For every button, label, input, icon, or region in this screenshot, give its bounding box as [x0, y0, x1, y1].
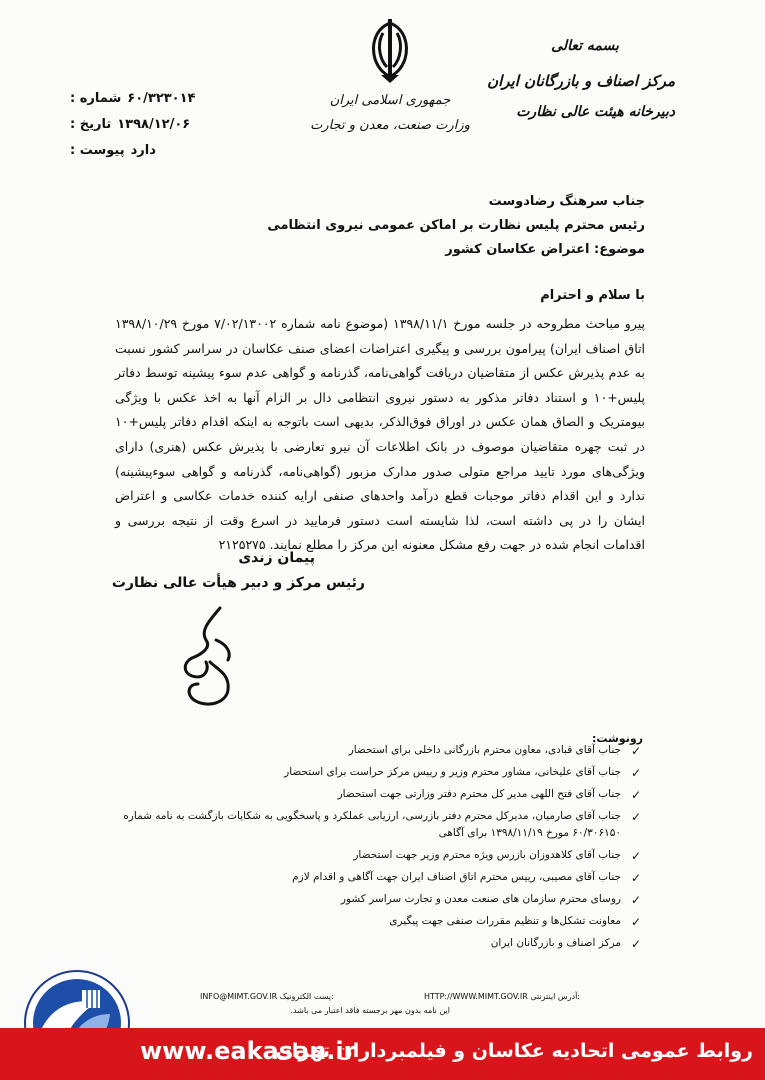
ministry-title: وزارت صنعت، معدن و تجارت [310, 118, 470, 133]
footer-note: این نامه بدون مهر برجسته فاقد اعتبار می باشد. [290, 1006, 450, 1015]
check-icon: ✓ [630, 937, 641, 951]
check-icon: ✓ [630, 810, 641, 824]
letter-subject: موضوع: اعتراض عکاسان کشور [445, 242, 645, 257]
letter-date-row [70, 112, 250, 138]
list-item: ✓ جناب آقای فتح اللهی مدیر کل محترم دفتر وزارتی جهت استحضار [337, 788, 641, 802]
issuer-department: دبیرخانه هیئت عالی نظارت [516, 104, 675, 120]
letter-number-label: شماره : [70, 91, 122, 106]
signer-name: پیمان زندی [238, 550, 315, 566]
letter-number-value: ۶۰/۳۲۳۰۱۴ [127, 91, 196, 106]
check-icon: ✓ [630, 893, 641, 907]
list-item: ✓ روسای محترم سازمان های صنعت معدن و تجارت سراسر کشور [340, 893, 641, 907]
check-icon: ✓ [630, 788, 641, 802]
check-icon: ✓ [630, 849, 641, 863]
issuer-name: مرکز اصناف و بازرگانان ایران [487, 72, 675, 90]
bottom-banner [0, 1028, 765, 1080]
signer-title: رئیس مرکز و دبیر هیأت عالی نظارت [111, 575, 365, 591]
bismillah-text: بسمه تعالی [551, 38, 619, 54]
check-icon: ✓ [630, 744, 641, 758]
list-item: ✓ معاونت تشکل‌ها و تنظیم مقررات صنفی جهت پیگیری [389, 915, 641, 929]
check-icon: ✓ [630, 915, 641, 929]
footer-site-label: آدرس اینترنتی: [530, 992, 580, 1001]
addressee-name: جناب سرهنگ رضادوست [488, 194, 645, 209]
cc-list [105, 742, 641, 957]
letter-body: پیرو مباحث مطروحه در جلسه مورخ ۱۳۹۸/۱۱/۱ (موضوع نامه شماره ۷/۰۲/۱۳۰۰۲ مورخ ۱۳۹۸/۱۰/۲۹ اتاق اصناف ایران) پیرامون بررسی و پیگیری اعتراضات اعضای صنف عکاسان در سراسر کشور نسبت به عدم پذیرش عکس از متقاضیان دریافت گواهی‌نامه، گذرنامه و گواهی عدم سوء پیشینه توسط دفاتر پلیس+۱۰ و استناد دفاتر مذکور به دستور نیروی انتظامی دال بر الزام آنها به اخذ عکس با ویژگی بیومتریک و الصاق همان عکس در اوراق فوق‌الذکر، بدیهی است باتوجه به اینکه اقدام دفاتر پلیس+۱۰ در ثبت چهره متقاضیان موصوف در بانک اطلاعات آن نیرو تعارضی با پذیرش عکس (هنری) دارای ویژگی‌های مورد تایید مراجع متولی صدور مدارک مزبور (گواهی‌نامه، گذرنامه و گواهی سوءپیشینه) ندارد و این اقدام دفاتر موجبات قطع درآمد واحدهای صنفی ارایه کننده خدمات عکاسی و اعتراض ایشان را در پی داشته است، لذا شایسته است دستور فرمایید در اسرع وقت از نتیجه بررسی و اقدامات انجام شده در جهت رفع مشکل معنونه این مرکز را مطلع نمایند. ۲۱۲۵۲۷۵ [115, 316, 645, 553]
organization-name: روابط عمومی اتحادیه عکاسان و فیلمبرداران تهران [275, 1040, 753, 1062]
letter-meta [70, 86, 250, 164]
footer-site[interactable]: HTTP://WWW.MIMT.GOV.IR [423, 992, 528, 1001]
issuer-heading [455, 38, 675, 120]
list-item: ✓ جناب آقای مصیبی، رییس محترم اتاق اصناف ایران جهت آگاهی و اقدام لازم [292, 871, 641, 885]
ministry-heading [310, 15, 470, 133]
cc-title: رونوشت: [591, 732, 643, 745]
website-link[interactable]: www.eakasan.ir [140, 1037, 356, 1065]
letter-attachment-label: پیوست : [70, 143, 125, 158]
iran-emblem-icon [361, 15, 419, 85]
addressee-title: رئیس محترم پلیس نظارت بر اماکن عمومی نیروی انتظامی [267, 218, 645, 233]
list-item: ✓ جناب آقای قبادی، معاون محترم بازرگانی داخلی برای استحضار [348, 744, 641, 758]
footer-email-group [200, 990, 334, 1004]
letter-date-value: ۱۳۹۸/۱۲/۰۶ [117, 117, 191, 132]
letter-attachment-value: دارد [130, 143, 156, 158]
addressee-block [145, 190, 645, 262]
signature-mark [170, 600, 250, 715]
check-icon: ✓ [630, 871, 641, 885]
footer-email[interactable]: INFO@MIMT.GOV.IR [200, 992, 278, 1001]
letter-date-label: تاریخ : [70, 117, 112, 132]
list-item: ✓ جناب آقای صارمیان، مدیرکل محترم دفتر بازرسی، ارزیابی عملکرد و پاسخگویی به شکایات بازگشت به نامه شماره ۶۰/۳۰۶۱۵۰ مورخ ۱۳۹۸/۱۱/۱۹ برای آگاهی [123, 810, 641, 839]
letter-number-row [70, 86, 250, 112]
greeting: با سلام و احترام [540, 288, 645, 303]
list-item: ✓ جناب آقای علیخانی، مشاور محترم وزیر و رییس مرکز حراست برای استحضار [284, 766, 641, 780]
footer-contacts [200, 990, 580, 1004]
republic-title: جمهوری اسلامی ایران [329, 93, 451, 108]
list-item: ✓ جناب آقای کلاهدوزان بازرس ویژه محترم وزیر جهت استحضار [353, 849, 641, 863]
check-icon: ✓ [630, 766, 641, 780]
letter-attachment-row [70, 138, 250, 164]
letter-footer [200, 990, 580, 1018]
footer-email-label: پست الکترونیک: [279, 992, 334, 1001]
list-item: ✓ مرکز اصناف و بازرگانان ایران [490, 937, 641, 951]
footer-site-group [424, 990, 580, 1004]
